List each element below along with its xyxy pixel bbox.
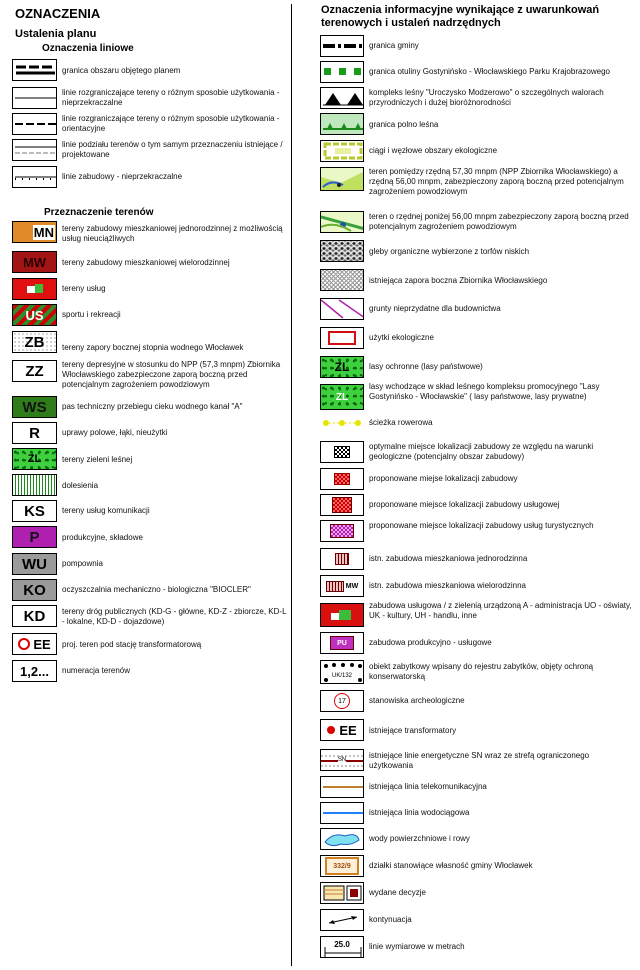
heritage-object-icon xyxy=(320,660,364,684)
multi-family-existing-icon xyxy=(320,575,364,597)
zone-code: WS xyxy=(22,398,47,416)
zone-ko-symbol xyxy=(12,579,57,601)
zone-wu-symbol xyxy=(12,553,57,575)
field-forest-boundary-icon xyxy=(320,113,364,135)
info-label: teren pomiędzy rzędną 57,30 mnpm (NPP Zbiornika Włocławskiego) a rzędną 56,00 mnpm, zabezpieczony zaporą boczną przed potencjalnym zagrożeniem powodziowym xyxy=(369,167,624,196)
info-label: kontynuacja xyxy=(369,915,412,924)
info-heading: Oznaczenia informacyjne wynikające z uwarunkowań terenowych i ustaleń nadrzędnych xyxy=(321,4,600,29)
info-label: granica otuliny Gostynińsko - Włocławskiego Parku Krajobrazowego xyxy=(369,67,610,76)
info-label: stanowiska archeologiczne xyxy=(369,696,465,705)
park-buffer-boundary-icon xyxy=(320,61,364,83)
ecological-corridor-icon xyxy=(320,140,364,162)
issued-decisions-icon xyxy=(320,882,364,904)
zone-code: ZZ xyxy=(25,362,44,380)
flood-zone-57-icon xyxy=(320,167,364,191)
info-label: linie wymiarowe w metrach xyxy=(369,942,465,951)
protective-forest-icon xyxy=(320,356,364,378)
info-label: proponowane miejse lokalizacji zabudowy xyxy=(369,474,518,483)
production-service-swatch xyxy=(330,636,354,650)
zone-label: tereny usług komunikacji xyxy=(62,506,150,515)
info-label: ciągi i węzłowe obszary ekologiczne xyxy=(369,146,498,155)
zone-code: KD xyxy=(23,607,46,625)
zone-ee-symbol xyxy=(12,633,57,655)
zone-code: KS xyxy=(24,502,45,520)
info-label: zabudowa usługowa / z zielenią urządzoną A - administracja UO - oświaty, UK - kultury, UH - handlu, inne xyxy=(369,601,632,620)
zone-label: pas techniczny przebiegu cieku wodnego kanał "A" xyxy=(62,402,243,411)
ecological-frame-icon xyxy=(328,331,356,345)
info-code: 17 xyxy=(338,697,346,705)
column-divider xyxy=(291,4,292,966)
info-code: SN xyxy=(337,757,347,763)
proposed-location-swatch xyxy=(334,473,350,485)
zone-ks-symbol xyxy=(12,500,57,522)
info-code: ZL xyxy=(335,391,349,403)
info-label: użytki ekologiczne xyxy=(369,333,434,342)
proposed-service-icon xyxy=(320,494,364,516)
proposed-tourism-swatch xyxy=(330,524,354,538)
zone-code: MW xyxy=(22,254,47,270)
info-label: istniejąca zapora boczna Zbiornika Włocławskiego xyxy=(369,276,548,285)
zone-code: EE xyxy=(33,636,51,652)
water-pipe-icon xyxy=(320,802,364,824)
info-label: lasy ochronne (lasy państwowe) xyxy=(369,362,483,371)
forest-complex-icon xyxy=(320,87,364,109)
zone-afforestation-symbol xyxy=(12,474,57,496)
info-label: optymalne miejsce lokalizacji zabudowy ze względu na warunki geologiczne (potencjalny obszar zabudowy) xyxy=(369,442,594,461)
zone-zb-symbol xyxy=(12,331,57,353)
info-label: istniejąca linia telekomunikacyjna xyxy=(369,782,487,791)
linear-label: linie rozgraniczające tereny o różnym sposobie użytkowania - orientacyjne xyxy=(62,114,280,133)
proposed-tourism-icon xyxy=(320,520,364,542)
zone-label: tereny zapory bocznej stopnia wodnego Włocławek xyxy=(62,343,244,352)
proposed-location-icon xyxy=(320,468,364,490)
info-code: PU xyxy=(337,639,347,647)
double-line-icon xyxy=(12,139,57,161)
solid-line-icon xyxy=(12,87,57,109)
production-service-icon xyxy=(320,632,364,654)
municipal-plot-icon xyxy=(320,855,364,877)
zone-code: P xyxy=(29,528,40,546)
zone-kd-symbol xyxy=(12,605,57,627)
info-label: gleby organiczne wybierzone z torfów niskich xyxy=(369,247,530,256)
zone-mn-symbol xyxy=(12,221,57,243)
info-label: granica polno leśna xyxy=(369,120,439,129)
zone-label: dolesienia xyxy=(62,481,99,490)
zone-numbering-symbol xyxy=(12,660,57,682)
zone-label: numeracja terenów xyxy=(62,666,131,675)
zone-label: tereny usług xyxy=(62,284,106,293)
zone-label: produkcyjne, składowe xyxy=(62,533,143,542)
bike-path-icon xyxy=(320,412,364,434)
zone-code: MN xyxy=(33,224,54,240)
municipal-boundary-icon xyxy=(320,35,364,57)
info-label: granica gminy xyxy=(369,41,419,50)
zone-label: uprawy polowe, łąki, nieużytki xyxy=(62,428,168,437)
surface-water-icon xyxy=(320,828,364,850)
zone-label: tereny zieleni leśnej xyxy=(62,455,133,464)
info-label: wody powierzchniowe i rowy xyxy=(369,834,470,843)
archaeology-circle-icon xyxy=(334,693,350,709)
linear-heading: Oznaczenia liniowe xyxy=(42,43,134,54)
info-label: istn. zabudowa mieszkaniowa wielorodzinna xyxy=(369,581,526,590)
linear-label: linie zabudowy - nieprzekraczalne xyxy=(62,172,183,181)
plan-heading: Ustalenia planu xyxy=(15,28,97,40)
zone-label: tereny zabudowy mieszkaniowej wielorodzinnej xyxy=(62,258,230,267)
info-code: 332/9 xyxy=(333,862,351,870)
info-code: UK/132 xyxy=(331,673,352,679)
info-label: lasy wchodzące w skład leśnego kompleksu promocyjnego "Lasy Gostynińsko - Włocławskie" ( lasy państwowe, lasy prywatne) xyxy=(369,382,600,401)
info-label: proponowane miejsce lokalizacji zabudowy usługowej xyxy=(369,500,560,509)
telecom-line-icon xyxy=(320,776,364,798)
info-label: ścieżka rowerowa xyxy=(369,418,433,427)
transformer-dot-icon xyxy=(327,726,335,734)
info-code: ZL xyxy=(334,360,350,374)
info-code: MW xyxy=(345,582,359,590)
zone-label: pompownia xyxy=(62,559,103,568)
power-line-icon xyxy=(320,749,364,771)
optimal-location-swatch xyxy=(334,446,350,458)
linear-label: granica obszaru objętego planem xyxy=(62,66,181,75)
zone-code: WU xyxy=(22,555,47,573)
legend-right-column xyxy=(294,0,640,970)
info-label: obiekt zabytkowy wpisany do rejestru zabytków, objęty ochroną konserwatorską xyxy=(369,662,594,681)
zone-services-symbol xyxy=(12,278,57,300)
legend-title: OZNACZENIA xyxy=(15,6,101,21)
zone-label: sportu i rekreacji xyxy=(62,310,121,319)
side-dam-icon xyxy=(320,269,364,291)
info-label: działki stanowiące własność gminy Włocławek xyxy=(369,861,533,870)
zone-zl-symbol xyxy=(12,448,57,470)
info-code: EE xyxy=(339,722,357,738)
zone-code: US xyxy=(25,307,44,323)
info-label: proponowane miejsce lokalizacji zabudowy usług turystycznych xyxy=(369,521,594,530)
zone-code: KO xyxy=(23,581,46,599)
info-label: kompleks leśny "Uroczysko Modzerowo" o szczególnych walorach przyrodniczych i dużej bioróżnorodności xyxy=(369,88,604,107)
linear-label: linie rozgraniczające tereny o różnym sposobie użytkowania - nieprzekraczalne xyxy=(62,88,280,107)
single-family-swatch xyxy=(335,553,349,565)
zone-code: ZL xyxy=(27,453,42,465)
single-family-existing-icon xyxy=(320,548,364,570)
zone-code: R xyxy=(29,424,40,442)
info-label: istniejące transformatory xyxy=(369,726,457,735)
zone-code: ZB xyxy=(24,333,45,351)
archaeology-site-icon xyxy=(320,690,364,712)
info-label: istniejące linie energetyczne SN wraz ze strefą ograniczonego użytkowania xyxy=(369,751,590,770)
dimension-line-icon xyxy=(320,936,364,958)
multi-family-swatch xyxy=(326,581,344,592)
zone-p-symbol xyxy=(12,526,57,548)
thick-dashed-boundary-icon xyxy=(12,59,57,81)
existing-transformer-icon xyxy=(320,719,364,741)
zoning-heading: Przeznaczenie terenów xyxy=(44,207,154,218)
info-label: grunty nieprzydatne dla budownictwa xyxy=(369,304,501,313)
continuation-icon xyxy=(320,909,364,931)
optimal-location-icon xyxy=(320,441,364,463)
zone-us-symbol xyxy=(12,304,57,326)
zone-label: oczyszczalnia mechaniczno - biologiczna "BIOCLER" xyxy=(62,585,251,594)
linear-label: linie podziału terenów o tym samym przeznaczeniu istniejące / projektowane xyxy=(62,140,283,159)
transformer-circle-icon xyxy=(18,638,30,650)
zone-label: proj. teren pod stację transformatorową xyxy=(62,640,202,649)
ecological-area-icon xyxy=(320,327,364,349)
flood-zone-56-icon xyxy=(320,211,364,233)
promotional-forest-icon xyxy=(320,384,364,410)
proposed-service-swatch xyxy=(332,497,352,513)
dash-line-icon xyxy=(12,113,57,135)
organic-soil-icon xyxy=(320,240,364,262)
zone-label: tereny dróg publicznych (KD-G - główne, KD-Z - zbiorcze, KD-L - lokalne, KD-D - dojazdowe) xyxy=(62,607,287,626)
zone-mw-symbol xyxy=(12,251,57,273)
zone-label: tereny zabudowy mieszkaniowej jednorodzinnej z możliwością usług nieuciążliwych xyxy=(62,224,283,243)
info-label: teren o rzędnej poniżej 56,00 mnpm zabezpieczony zaporą boczną przed potencjalnym zagrożeniem powodziowym xyxy=(369,212,629,231)
zone-zz-symbol xyxy=(12,360,57,382)
info-label: wydane decyzje xyxy=(369,888,426,897)
unsuitable-ground-icon xyxy=(320,298,364,320)
info-label: istniejąca linia wodociągowa xyxy=(369,808,470,817)
zone-ws-symbol xyxy=(12,396,57,418)
dotted-line-icon xyxy=(12,166,57,188)
zone-label: tereny depresyjne w stosunku do NPP (57,3 mnpm) Zbiornika Włocławskiego zabezpieczone zaporą boczną przed potencjalnym zagrożeniem powodziowym xyxy=(62,360,281,389)
municipal-plot-frame xyxy=(325,857,359,875)
zone-code: 1,2... xyxy=(20,663,49,679)
info-label: istn. zabudowa mieszkaniowa jednorodzinna xyxy=(369,554,528,563)
legend-left-column xyxy=(0,0,290,970)
info-code: 25.0 xyxy=(334,939,350,949)
zone-r-symbol xyxy=(12,422,57,444)
service-building-icon xyxy=(320,603,364,627)
info-label: zabudowa produkcyjno - usługowe xyxy=(369,638,492,647)
